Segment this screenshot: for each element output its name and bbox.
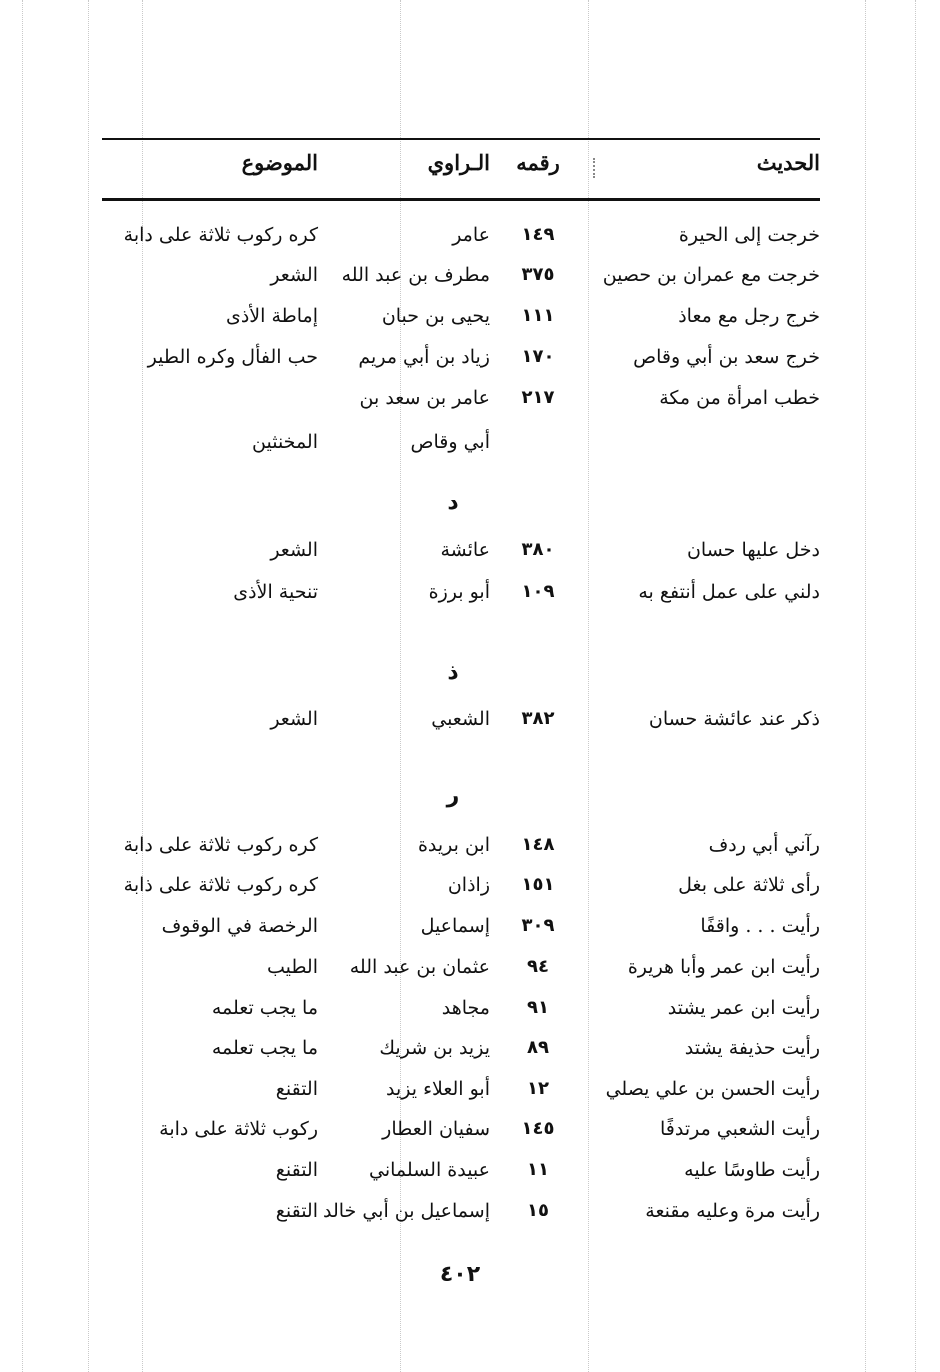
page-number: ٤٠٢	[439, 1262, 481, 1287]
hadith-cell: خرج سعد بن أبي وقاص	[633, 346, 820, 368]
rawi-cell: عثمان بن عبد الله	[349, 956, 490, 978]
rawi-cell: أبو العلاء يزيد	[386, 1078, 490, 1100]
number-cell: ٣٨٠	[521, 539, 555, 560]
table-row	[102, 425, 820, 459]
table-row	[102, 909, 820, 943]
hadith-cell: رأيت الشعبي مرتدفًا	[659, 1118, 820, 1140]
table-row	[102, 1194, 820, 1228]
number-cell: ١٤٥	[521, 1118, 555, 1139]
topic-cell: ما يجب تعلمه	[211, 1037, 318, 1059]
topic-cell: كره ركوب ثلاثة على دابة	[123, 224, 318, 246]
topic-cell: التقنع	[275, 1078, 318, 1100]
topic-cell: ما يجب تعلمه	[211, 997, 318, 1019]
number-cell: ١٤٨	[521, 834, 555, 855]
table-row	[102, 950, 820, 984]
topic-cell: الشعر	[270, 708, 318, 730]
topic-cell: الشعر	[270, 264, 318, 286]
number-cell: ٣٨٢	[521, 708, 555, 729]
hadith-cell: دلني على عمل أنتفع به	[638, 581, 820, 603]
table-row	[102, 1153, 820, 1187]
topic-cell: الرخصة في الوقوف	[161, 915, 318, 937]
topic-cell: الطيب	[266, 956, 318, 978]
hadith-cell: رأيت الحسن بن علي يصلي	[605, 1078, 820, 1100]
table-row	[102, 533, 820, 567]
hadith-cell: خطب امرأة من مكة	[659, 387, 820, 409]
table-row	[102, 218, 820, 252]
rawi-cell: زاذان	[447, 874, 490, 896]
rawi-cell: إسماعيل	[420, 915, 490, 937]
table-row	[102, 991, 820, 1025]
guide-line	[22, 0, 23, 1372]
topic-cell: إماطة الأذى	[225, 305, 318, 327]
topic-cell: كره ركوب ثلاثة على ذابة	[123, 874, 318, 896]
table-row	[102, 702, 820, 736]
table-header	[102, 150, 820, 184]
number-cell: ١٧٠	[521, 346, 555, 367]
rawi-cell: عامر بن سعد بن	[359, 387, 490, 409]
rawi-cell: مجاهد	[441, 997, 490, 1019]
number-cell: ٣٧٥	[521, 264, 555, 285]
table-row	[102, 1072, 820, 1106]
hadith-cell: خرجت إلى الحيرة	[678, 224, 820, 246]
guide-line	[915, 0, 916, 1372]
number-cell: ١٤٩	[521, 224, 555, 245]
hadith-cell: رآني أبي ردف	[708, 834, 820, 856]
table-row	[102, 575, 820, 609]
number-cell: ١٥١	[521, 874, 555, 895]
hadith-cell: خرج رجل مع معاذ	[678, 305, 820, 327]
topic-cell: تنحية الأذى	[233, 581, 318, 603]
topic-cell: الشعر	[270, 539, 318, 561]
topic-cell: كره ركوب ثلاثة على دابة	[123, 834, 318, 856]
topic-cell: المخنثين	[252, 431, 318, 453]
rawi-cell: ابن بريدة	[417, 834, 490, 856]
number-cell: ١٠٩	[521, 581, 555, 602]
table-row	[102, 381, 820, 415]
hadith-cell: رأى ثلاثة على بغل	[678, 874, 820, 896]
rawi-cell: أبو برزة	[428, 581, 490, 603]
header-topic: الموضوع	[241, 150, 318, 175]
rawi-cell: الشعبي	[431, 708, 490, 730]
hadith-cell: ذكر عند عائشة حسان	[648, 708, 820, 730]
number-cell: ٢١٧	[521, 387, 555, 408]
hadith-cell: دخل عليها حسان	[686, 539, 820, 561]
topic-cell: التقنع	[275, 1159, 318, 1181]
hadith-cell: رأيت طاوسًا عليه	[684, 1159, 820, 1181]
rawi-cell: عائشة	[440, 539, 490, 561]
table-row	[102, 1112, 820, 1146]
hadith-cell: رأيت . . . واقفًا	[700, 915, 820, 937]
topic-cell: ركوب ثلاثة على دابة	[159, 1118, 318, 1140]
table-row	[102, 258, 820, 292]
number-cell: ٩١	[527, 997, 549, 1018]
rawi-cell: مطرف بن عبد الله	[341, 264, 490, 286]
guide-line	[865, 0, 866, 1372]
rawi-cell: عامر	[452, 224, 490, 246]
table-top-rule	[102, 138, 820, 140]
topic-cell: التقنع	[275, 1200, 318, 1222]
header-number: رقمه	[516, 150, 560, 175]
rawi-cell: أبي وقاص	[410, 431, 490, 453]
rawi-cell: إسماعيل بن أبي خالد	[322, 1200, 490, 1222]
rawi-cell: زياد بن أبي مريم	[358, 346, 490, 368]
hadith-cell: خرجت مع عمران بن حصين	[602, 264, 820, 286]
table-row	[102, 340, 820, 374]
topic-cell: حب الفأل وكره الطير	[147, 346, 318, 368]
hadith-cell: رأيت مرة وعليه مقنعة	[645, 1200, 820, 1222]
number-cell: ١٢	[527, 1078, 549, 1099]
number-cell: ٩٤	[527, 956, 549, 977]
table-row	[102, 828, 820, 862]
number-cell: ١٥	[527, 1200, 549, 1221]
header-hadith: الحديث	[756, 150, 820, 175]
guide-line	[88, 0, 89, 1372]
rawi-cell: يزيد بن شريك	[379, 1037, 490, 1059]
header-rawi: الـراوي	[427, 150, 490, 175]
rawi-cell: سفيان العطار	[382, 1118, 490, 1140]
table-header-rule	[102, 198, 820, 201]
number-cell: ٨٩	[527, 1037, 549, 1058]
rawi-cell: يحيى بن حبان	[381, 305, 490, 327]
hadith-cell: رأيت ابن عمر يشتد	[667, 997, 820, 1019]
hadith-cell: رأيت ابن عمر وأبا هريرة	[627, 956, 820, 978]
header-divider	[593, 158, 595, 178]
hadith-cell: رأيت حذيفة يشتد	[684, 1037, 820, 1059]
number-cell: ٣٠٩	[521, 915, 555, 936]
rawi-cell: عبيدة السلماني	[369, 1159, 490, 1181]
table-row	[102, 299, 820, 333]
number-cell: ١١	[527, 1159, 549, 1180]
table-row	[102, 1031, 820, 1065]
number-cell: ١١١	[521, 305, 555, 326]
table-row	[102, 868, 820, 902]
